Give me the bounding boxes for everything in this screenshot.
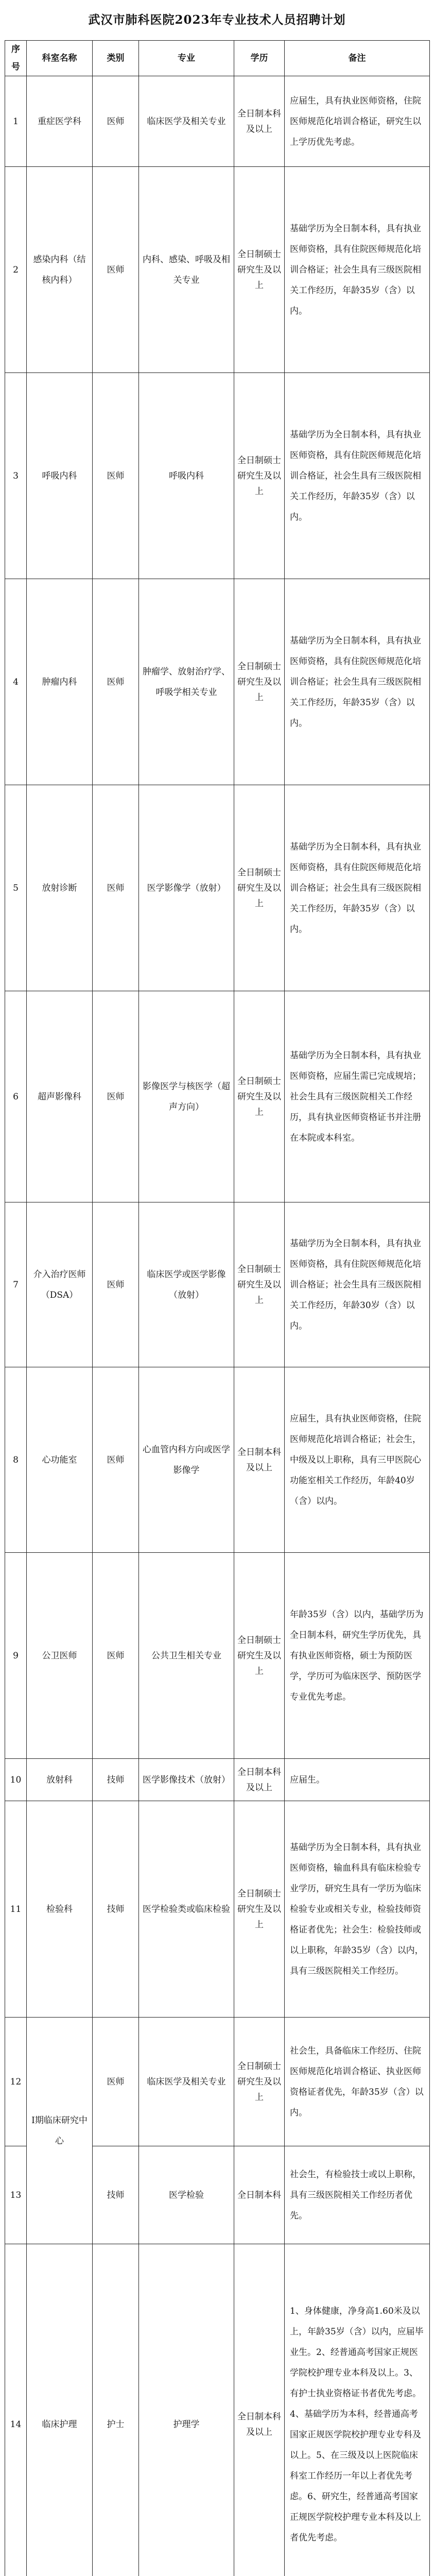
cell-no: 5	[5, 785, 27, 991]
cell-type: 医师	[93, 785, 139, 991]
table-row	[5, 991, 430, 1202]
cell-no: 10	[5, 1759, 27, 1801]
cell-note: 应届生，具有执业医师资格，住院医师规范化培训合格证，研究生以上学历优先考虑。	[285, 76, 430, 167]
table-row	[5, 1759, 430, 1801]
cell-edu: 全日制硕士研究生及以上	[234, 785, 285, 991]
cell-type: 医师	[93, 2018, 139, 2146]
cell-edu: 全日制硕士研究生及以上	[234, 579, 285, 785]
cell-note: 年龄35岁（含）以内，基础学历为全日制本科，研究生学历优先，具有执业医师资格，硕士为预防医学，学历可为临床医学、预防医学专业优先考虑。	[285, 1553, 430, 1759]
cell-major: 肿瘤学、放射治疗学、呼吸学相关专业	[139, 579, 234, 785]
cell-edu: 全日制本科	[234, 2146, 285, 2244]
cell-edu: 全日制硕士研究生及以上	[234, 373, 285, 579]
cell-major: 医学检验类或临床检验	[139, 1801, 234, 2018]
cell-major: 影像医学与核医学（超声方向）	[139, 991, 234, 1202]
cell-edu: 全日制硕士研究生及以上	[234, 1202, 285, 1367]
table-row	[5, 579, 430, 785]
cell-no: 14	[5, 2244, 27, 2576]
cell-type: 技师	[93, 1759, 139, 1801]
table-row	[5, 2018, 430, 2146]
cell-dept: 放射诊断	[27, 785, 93, 991]
header-dept: 科室名称	[27, 41, 93, 76]
cell-type: 技师	[93, 2146, 139, 2244]
cell-dept: 肿瘤内科	[27, 579, 93, 785]
table-header-row	[5, 41, 430, 76]
cell-type: 医师	[93, 167, 139, 373]
cell-note: 基础学历为全日制本科，具有执业医师资格，具有住院医师规范化培训合格证；社会生具有三级医院相关工作经历，年龄35岁（含）以内。	[285, 167, 430, 373]
cell-major: 内科、感染、呼吸及相关专业	[139, 167, 234, 373]
cell-note: 基础学历为全日制本科，具有执业医师资格，具有住院医师规范化培训合格证；社会生具有三级医院相关工作经历，年龄35岁（含）以内。	[285, 579, 430, 785]
header-note: 备注	[285, 41, 430, 76]
cell-type: 医师	[93, 991, 139, 1202]
table-row	[5, 2244, 430, 2576]
cell-major: 医学影像学（放射）	[139, 785, 234, 991]
cell-no: 7	[5, 1202, 27, 1367]
cell-major: 临床医学及相关专业	[139, 76, 234, 167]
cell-no: 3	[5, 373, 27, 579]
table-row	[5, 1801, 430, 2018]
cell-edu: 全日制硕士研究生及以上	[234, 2018, 285, 2146]
cell-note: 基础学历为全日制本科，具有执业医师资格，应届生需已完成规培；社会生具有三级医院相关工作经历，具有执业医师资格证书并注册在本院或本科室。	[285, 991, 430, 1202]
header-edu: 学历	[234, 41, 285, 76]
cell-note: 1、身体健康，净身高1.60米及以上，年龄35岁（含）以内，应届毕业生。2、经普通高考国家正规医学院校护理专业本科及以上。3、有护士执业资格证书者优先考虑。4、基础学历为本科，经普通高考国家正规医学院校护理专业专科及以上。5、在三级及以上医院临床科室工作经历一年以上者优先考虑。6、研究生，经普通高考国家正规医学院校护理专业本科及以上者优先考虑。	[285, 2244, 430, 2576]
cell-major: 护理学	[139, 2244, 234, 2576]
document-title: 武汉市肺科医院2023年专业技术人员招聘计划	[88, 13, 346, 27]
cell-type: 医师	[93, 373, 139, 579]
cell-dept: 超声影像科	[27, 991, 93, 1202]
cell-edu: 全日制本科及以上	[234, 1759, 285, 1801]
cell-no: 12	[5, 2018, 27, 2146]
cell-note: 社会生，有检验技士或以上职称，具有三级医院相关工作经历者优先。	[285, 2146, 430, 2244]
table-row	[5, 167, 430, 373]
cell-dept: 公卫医师	[27, 1553, 93, 1759]
cell-no: 9	[5, 1553, 27, 1759]
cell-major: 临床医学及相关专业	[139, 2018, 234, 2146]
cell-note: 应届生。	[285, 1759, 430, 1801]
cell-type: 医师	[93, 579, 139, 785]
cell-type: 医师	[93, 1367, 139, 1553]
cell-no: 6	[5, 991, 27, 1202]
cell-major: 临床医学或医学影像（放射）	[139, 1202, 234, 1367]
cell-major: 呼吸内科	[139, 373, 234, 579]
recruitment-table	[5, 40, 430, 2576]
cell-dept: 放射科	[27, 1759, 93, 1801]
cell-no: 1	[5, 76, 27, 167]
cell-major: 公共卫生相关专业	[139, 1553, 234, 1759]
table-row	[5, 1553, 430, 1759]
header-major: 专业	[139, 41, 234, 76]
cell-dept: 检验科	[27, 1801, 93, 2018]
cell-dept: 心功能室	[27, 1367, 93, 1553]
cell-no: 4	[5, 579, 27, 785]
cell-note: 应届生，具有执业医师资格，住院医师规范化培训合格证；社会生，中级及以上职称，具有三甲医院心功能室相关工作经历，年龄40岁（含）以内。	[285, 1367, 430, 1553]
cell-no: 13	[5, 2146, 27, 2244]
cell-note: 基础学历为全日制本科，具有执业医师资格，输血科具有临床检验专业学历，研究生具有一学历为临床检验专业或相关专业，检验技师资格证者优先；社会生：检验技师或以上职称，年龄35岁（含）以内，具有三级医院相关工作经历。	[285, 1801, 430, 2018]
cell-major: 心血管内科方向或医学影像学	[139, 1367, 234, 1553]
cell-edu: 全日制硕士研究生及以上	[234, 1801, 285, 2018]
header-type: 类别	[93, 41, 139, 76]
cell-type: 医师	[93, 76, 139, 167]
cell-edu: 全日制硕士研究生及以上	[234, 167, 285, 373]
cell-note: 基础学历为全日制本科，具有执业医师资格，具有住院医师规范化培训合格证，社会生具有三级医院相关工作经历，年龄35岁（含）以内。	[285, 373, 430, 579]
cell-edu: 全日制本科及以上	[234, 76, 285, 167]
table-row	[5, 785, 430, 991]
cell-no: 11	[5, 1801, 27, 2018]
cell-note: 基础学历为全日制本科，具有执业医师资格，具有住院医师规范化培训合格证；社会生具有三级医院相关工作经历，年龄35岁（含）以内。	[285, 785, 430, 991]
cell-dept: 呼吸内科	[27, 373, 93, 579]
table-row	[5, 1202, 430, 1367]
cell-note: 基础学历为全日制本科，具有执业医师资格，具有住院医师规范化培训合格证；社会生具有三级医院相关工作经历，年龄30岁（含）以内。	[285, 1202, 430, 1367]
cell-no: 8	[5, 1367, 27, 1553]
cell-edu: 全日制本科及以上	[234, 2244, 285, 2576]
cell-type: 技师	[93, 1801, 139, 2018]
cell-major: 医学影像技术（放射）	[139, 1759, 234, 1801]
cell-edu: 全日制硕士研究生及以上	[234, 1553, 285, 1759]
cell-dept: 重症医学科	[27, 76, 93, 167]
cell-no: 2	[5, 167, 27, 373]
cell-type: 护士	[93, 2244, 139, 2576]
cell-dept: 介入治疗医师（DSA）	[27, 1202, 93, 1367]
cell-dept: Ⅰ期临床研究中心	[27, 2018, 93, 2244]
table-row	[5, 373, 430, 579]
cell-type: 医师	[93, 1553, 139, 1759]
cell-major: 医学检验	[139, 2146, 234, 2244]
cell-dept: 临床护理	[27, 2244, 93, 2576]
cell-type: 医师	[93, 1202, 139, 1367]
table-row	[5, 1367, 430, 1553]
cell-edu: 全日制硕士研究生及以上	[234, 991, 285, 1202]
cell-dept: 感染内科（结核内科）	[27, 167, 93, 373]
header-no: 序号	[5, 41, 27, 76]
cell-note: 社会生，具备临床工作经历、住院医师规范化培训合格证、执业医师资格证者优先，年龄35岁（含）以内。	[285, 2018, 430, 2146]
table-row	[5, 76, 430, 167]
cell-edu: 全日制本科及以上	[234, 1367, 285, 1553]
